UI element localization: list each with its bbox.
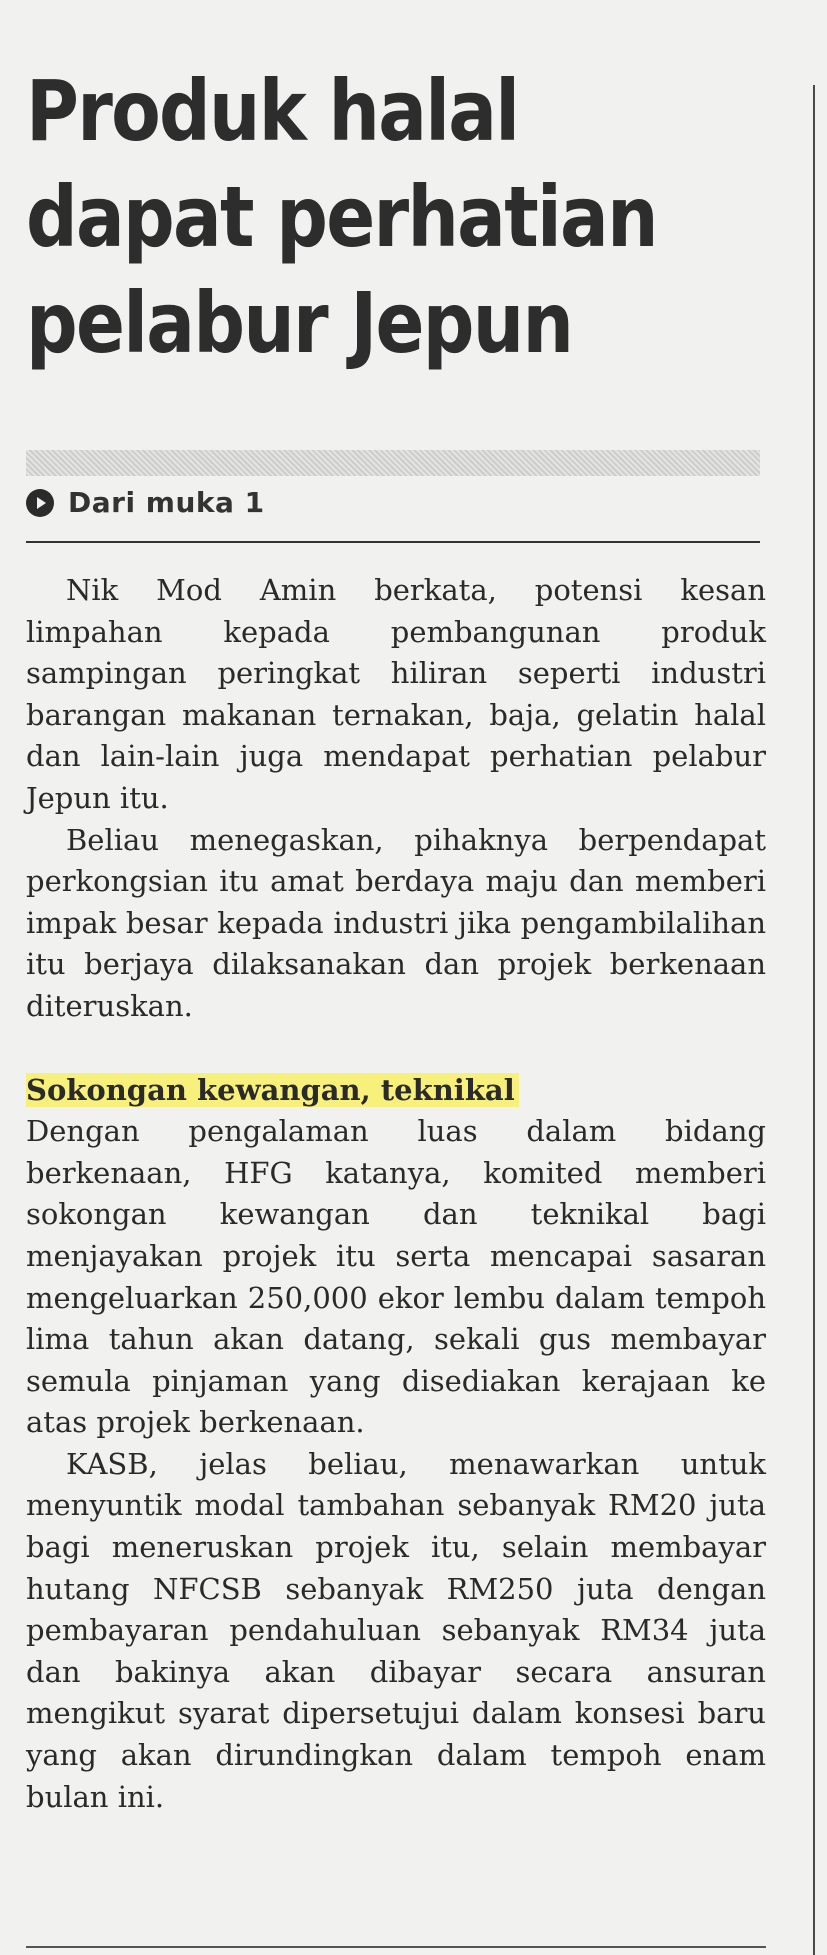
paragraph-4: KASB, jelas beliau, menawarkan untuk menyuntik modal tambahan sebanyak RM20 juta bagi meneruskan projek itu, selain membayar hutang NFCSB sebanyak RM250 juta dengan pembayaran pendahuluan sebanyak RM34 juta dan bakinya akan dibayar secara ansuran mengikut syarat dipersetujui dalam konsesi baru yang akan dirundingkan dalam tempoh enam bulan ini. — [26, 1446, 766, 1814]
paragraph-2: Beliau menegaskan, pihaknya berpendapat perkongsian itu amat berdaya maju dan memberi impak besar kepada industri jika pengambilalihan itu berjaya dilaksanakan dan projek berkenaan diteruskan. — [26, 822, 766, 1023]
halftone-band — [26, 450, 760, 476]
article-body — [26, 570, 766, 1818]
column-rule — [813, 85, 815, 1955]
headline-line-3: pelabur Jepun — [26, 274, 573, 372]
headline-line-1: Produk halal — [26, 62, 519, 160]
subheading-text: Sokongan kewangan, teknikal — [26, 1073, 519, 1107]
headline — [26, 58, 766, 376]
kicker-divider — [26, 541, 760, 543]
play-circle-icon — [26, 489, 54, 517]
bottom-divider — [26, 1946, 766, 1948]
paragraph-1: Nik Mod Amin berkata, potensi kesan limpahan kepada pembangunan produk sampingan peringkat hiliran seperti industri barangan makanan ternakan, baja, gelatin halal dan lain-lain juga mendapat perhatian pelabur Jepun itu. — [26, 573, 766, 815]
subheading — [26, 1070, 766, 1112]
kicker-text: Dari muka 1 — [68, 486, 265, 519]
headline-line-2: dapat perhatian — [26, 168, 657, 266]
continuation-kicker — [26, 486, 265, 519]
paragraph-3: Dengan pengalaman luas dalam bidang berkenaan, HFG katanya, komited memberi sokongan kewangan dan teknikal bagi menjayakan projek itu serta mencapai sasaran mengeluarkan 250,000 ekor lembu dalam tempoh lima tahun akan datang, sekali gus membayar semula pinjaman yang disediakan kerajaan ke atas projek berkenaan. — [26, 1114, 766, 1440]
article-header — [26, 58, 760, 376]
